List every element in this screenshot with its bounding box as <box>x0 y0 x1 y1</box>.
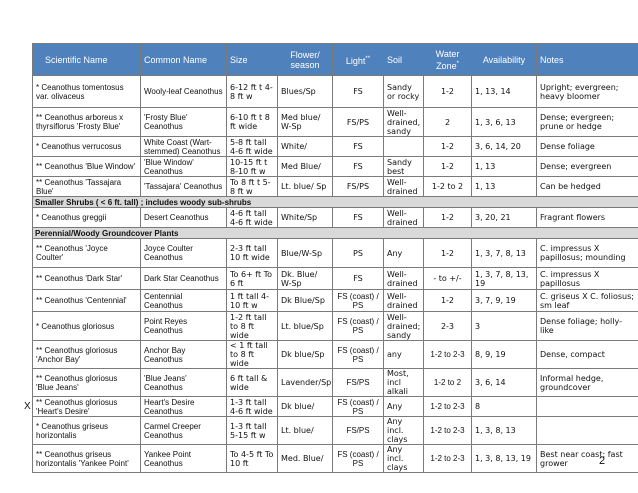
cell-scientific: ** Ceanothus 'Dark Star' <box>33 268 141 290</box>
cell-soil: Sandy or rocky <box>384 76 424 108</box>
header-water-marker: * <box>456 60 459 67</box>
cell-flower: Blues/Sp <box>278 76 333 108</box>
cell-notes <box>537 397 638 417</box>
header-scientific-name: Scientific Name <box>33 44 141 76</box>
cell-soil: Sandy best <box>384 157 424 177</box>
cell-light: FS <box>333 157 384 177</box>
cell-notes: Dense; evergreen; prune or hedge <box>537 108 638 137</box>
table-row <box>33 341 638 369</box>
cell-notes: Can be hedged <box>537 177 638 197</box>
cell-availability: 1, 13 <box>472 157 537 177</box>
cell-soil: Well-drained, sandy <box>384 108 424 137</box>
cell-common: Heart's Desire Ceanothus <box>141 397 227 417</box>
cell-soil: Any <box>384 397 424 417</box>
cell-common: Carmel Creeper Ceanothus <box>141 417 227 445</box>
cell-soil: Any incl. clays <box>384 445 424 473</box>
cell-light: FS <box>333 76 384 108</box>
cell-light: FS (coast) / PS <box>333 397 384 417</box>
cell-flower: Lt. blue/ Sp <box>278 177 333 197</box>
cell-common: Point Reyes Ceanothus <box>141 312 227 341</box>
cell-water: 1-2 to 2-3 <box>424 445 472 473</box>
table-row <box>33 239 638 268</box>
cell-soil: Any incl. clays <box>384 417 424 445</box>
cell-water: 1-2 <box>424 239 472 268</box>
page-number: 2 <box>599 455 606 467</box>
cell-size: 10-15 ft t 8-10 ft w <box>227 157 278 177</box>
table-row <box>33 137 638 157</box>
table-row <box>33 290 638 312</box>
cell-water: 1-2 <box>424 76 472 108</box>
cell-soil <box>384 137 424 157</box>
table-row <box>33 208 638 228</box>
cell-water: 1-2 to 2-3 <box>424 397 472 417</box>
cell-availability: 3, 6, 14 <box>472 369 537 397</box>
margin-x-mark: X <box>24 401 31 412</box>
cell-soil: Well-drained <box>384 290 424 312</box>
cell-size: 1-3 ft tall 5-15 ft w <box>227 417 278 445</box>
cell-light: FS <box>333 268 384 290</box>
cell-common: Joyce Coulter Ceanothus <box>141 239 227 268</box>
table-row <box>33 108 638 137</box>
cell-light: FS/PS <box>333 177 384 197</box>
cell-size: 6-12 ft t 4-8 ft w <box>227 76 278 108</box>
cell-size: 5-8 ft tall 4-6 ft wide <box>227 137 278 157</box>
cell-availability: 3, 20, 21 <box>472 208 537 228</box>
cell-notes: Fragrant flowers <box>537 208 638 228</box>
table-row <box>33 177 638 197</box>
table-row <box>33 312 638 341</box>
cell-flower: Dk Blue/Sp <box>278 290 333 312</box>
cell-water: 2 <box>424 108 472 137</box>
cell-common: Centennial Ceanothus <box>141 290 227 312</box>
section-row-groundcover <box>33 228 638 239</box>
cell-light: PS <box>333 239 384 268</box>
cell-flower: White/Sp <box>278 208 333 228</box>
cell-availability: 1, 3, 7, 8, 13, 19 <box>472 268 537 290</box>
cell-notes: Dense foliage <box>537 137 638 157</box>
cell-flower: Med Blue/ <box>278 157 333 177</box>
cell-light: FS (coast) / PS <box>333 341 384 369</box>
cell-light: FS/PS <box>333 417 384 445</box>
cell-water: 1-2 to 2 <box>424 369 472 397</box>
header-light-label: Light <box>345 55 366 66</box>
cell-notes: C. impressus X papillosus <box>537 268 638 290</box>
cell-size: 6 ft tall & wide <box>227 369 278 397</box>
cell-availability: 1, 13 <box>472 177 537 197</box>
table-row <box>33 268 638 290</box>
section-title: Perennial/Woody Groundcover Plants <box>33 228 638 239</box>
cell-common: Desert Ceanothus <box>141 208 227 228</box>
cell-flower: Dk blue/Sp <box>278 341 333 369</box>
cell-scientific: * Ceanothus griseus horizontalis <box>33 417 141 445</box>
cell-availability: 8, 9, 19 <box>472 341 537 369</box>
cell-scientific: * Ceanothus tomentosus var. olivaceus <box>33 76 141 108</box>
cell-light: FS <box>333 137 384 157</box>
cell-availability: 1, 3, 6, 13 <box>472 108 537 137</box>
cell-size: To 8 ft t 5-8 ft w <box>227 177 278 197</box>
cell-common: 'Frosty Blue' Ceanothus <box>141 108 227 137</box>
table-row <box>33 76 638 108</box>
cell-flower: Blue/W-Sp <box>278 239 333 268</box>
cell-soil: Well-drained <box>384 208 424 228</box>
header-water-label: Water Zone <box>435 48 460 71</box>
cell-soil: Well-drained <box>384 268 424 290</box>
cell-soil: Most, incl alkali <box>384 369 424 397</box>
header-flower-season: Flower/ season <box>278 44 333 76</box>
cell-size: 2-3 ft tall 10 ft wide <box>227 239 278 268</box>
cell-size: 6-10 ft t 8 ft wide <box>227 108 278 137</box>
cell-common: Wooly-leaf Ceanothus <box>141 76 227 108</box>
section-row-smaller-shrubs <box>33 197 638 208</box>
cell-common: Dark Star Ceanothus <box>141 268 227 290</box>
cell-water: 1-2 to 2-3 <box>424 341 472 369</box>
table-row <box>33 157 638 177</box>
cell-light: FS/PS <box>333 108 384 137</box>
cell-flower: Lt. blue/ <box>278 417 333 445</box>
cell-scientific: ** Ceanothus gloriosus 'Blue Jeans' <box>33 369 141 397</box>
cell-availability: 1, 3, 7, 8, 13 <box>472 239 537 268</box>
cell-notes <box>537 417 638 445</box>
cell-notes: Best near coast; fast grower <box>537 445 638 473</box>
cell-soil: Any <box>384 239 424 268</box>
cell-scientific: ** Ceanothus gloriosus 'Anchor Bay' <box>33 341 141 369</box>
cell-flower: Dk blue/ <box>278 397 333 417</box>
header-light-marker: ** <box>365 55 371 62</box>
table-header-row <box>33 44 638 76</box>
cell-scientific: * Ceanothus greggii <box>33 208 141 228</box>
cell-light: FS <box>333 208 384 228</box>
cell-notes: C. impressus X papillosus; mounding <box>537 239 638 268</box>
cell-scientific: * Ceanothus verrucosus <box>33 137 141 157</box>
cell-size: To 4-5 ft To 10 ft <box>227 445 278 473</box>
cell-size: 4-6 ft tall 4-6 ft wide <box>227 208 278 228</box>
cell-size: To 6+ ft To 6 ft <box>227 268 278 290</box>
cell-scientific: ** Ceanothus 'Tassajara Blue' <box>33 177 141 197</box>
table-row <box>33 397 638 417</box>
header-soil: Soil <box>384 44 424 76</box>
cell-flower: Lavender/Sp <box>278 369 333 397</box>
header-light <box>333 44 384 76</box>
cell-notes: Upright; evergreen; heavy bloomer <box>537 76 638 108</box>
cell-notes: Dense, compact <box>537 341 638 369</box>
cell-common: Yankee Point Ceanothus <box>141 445 227 473</box>
table-row <box>33 445 638 473</box>
cell-water: 1-2 <box>424 290 472 312</box>
cell-water: 1-2 <box>424 157 472 177</box>
cell-flower: Lt. blue/Sp <box>278 312 333 341</box>
cell-flower: Med. Blue/ <box>278 445 333 473</box>
cell-size: 1 ft tall 4-10 ft w <box>227 290 278 312</box>
cell-light: FS (coast) / PS <box>333 312 384 341</box>
cell-soil: Well-drained; sandy <box>384 312 424 341</box>
plant-table <box>32 43 638 473</box>
header-common-name: Common Name <box>141 44 227 76</box>
cell-light: FS (coast) / PS <box>333 445 384 473</box>
table-row <box>33 369 638 397</box>
cell-size: 1-2 ft tall to 8 ft wide <box>227 312 278 341</box>
cell-soil: Well-drained <box>384 177 424 197</box>
cell-availability: 3 <box>472 312 537 341</box>
cell-common: Anchor Bay Ceanothus <box>141 341 227 369</box>
cell-notes: Dense; evergreen <box>537 157 638 177</box>
cell-availability: 8 <box>472 397 537 417</box>
cell-notes: Informal hedge, groundcover <box>537 369 638 397</box>
cell-common: 'Tassajara' Ceanothus <box>141 177 227 197</box>
cell-water: - to +/- <box>424 268 472 290</box>
cell-flower: White/ <box>278 137 333 157</box>
cell-flower: Med blue/ W-Sp <box>278 108 333 137</box>
cell-scientific: ** Ceanothus 'Centennial' <box>33 290 141 312</box>
cell-availability: 3, 7, 9, 19 <box>472 290 537 312</box>
cell-scientific: * Ceanothus gloriosus <box>33 312 141 341</box>
cell-notes: C. griseus X C. foliosus; sm leaf <box>537 290 638 312</box>
cell-notes: Dense foliage; holly-like <box>537 312 638 341</box>
cell-availability: 1, 13, 14 <box>472 76 537 108</box>
cell-light: FS (coast) / PS <box>333 290 384 312</box>
cell-water: 1-2 to 2 <box>424 177 472 197</box>
cell-common: 'Blue Jeans' Ceanothus <box>141 369 227 397</box>
cell-light: FS/PS <box>333 369 384 397</box>
cell-scientific: ** Ceanothus arboreus x thyrsiflorus 'Frosty Blue' <box>33 108 141 137</box>
cell-scientific: ** Ceanothus 'Joyce Coulter' <box>33 239 141 268</box>
header-availability: Availability <box>472 44 537 76</box>
cell-scientific: ** Ceanothus gloriosus 'Heart's Desire' <box>33 397 141 417</box>
cell-size: < 1 ft tall to 8 ft wide <box>227 341 278 369</box>
cell-water: 2-3 <box>424 312 472 341</box>
cell-size: 1-3 ft tall 4-6 ft wide <box>227 397 278 417</box>
cell-common: White Coast (Wart-stemmed) Ceanothus <box>141 137 227 157</box>
cell-availability: 1, 3, 8, 13 <box>472 417 537 445</box>
cell-availability: 1, 3, 8, 13, 19 <box>472 445 537 473</box>
cell-common: 'Blue Window' Ceanothus <box>141 157 227 177</box>
table-row <box>33 417 638 445</box>
header-size: Size <box>227 44 278 76</box>
cell-water: 1-2 <box>424 137 472 157</box>
cell-flower: Dk. Blue/ W-Sp <box>278 268 333 290</box>
section-title: Smaller Shrubs ( < 6 ft. tall) ; includes woody sub-shrubs <box>33 197 638 208</box>
cell-scientific: ** Ceanothus 'Blue Window' <box>33 157 141 177</box>
header-water-zone <box>424 44 472 76</box>
cell-water: 1-2 to 2-3 <box>424 417 472 445</box>
cell-scientific: ** Ceanothus griseus horizontalis 'Yankee Point' <box>33 445 141 473</box>
cell-availability: 3, 6, 14, 20 <box>472 137 537 157</box>
cell-water: 1-2 <box>424 208 472 228</box>
cell-soil: any <box>384 341 424 369</box>
header-notes: Notes <box>537 44 638 76</box>
